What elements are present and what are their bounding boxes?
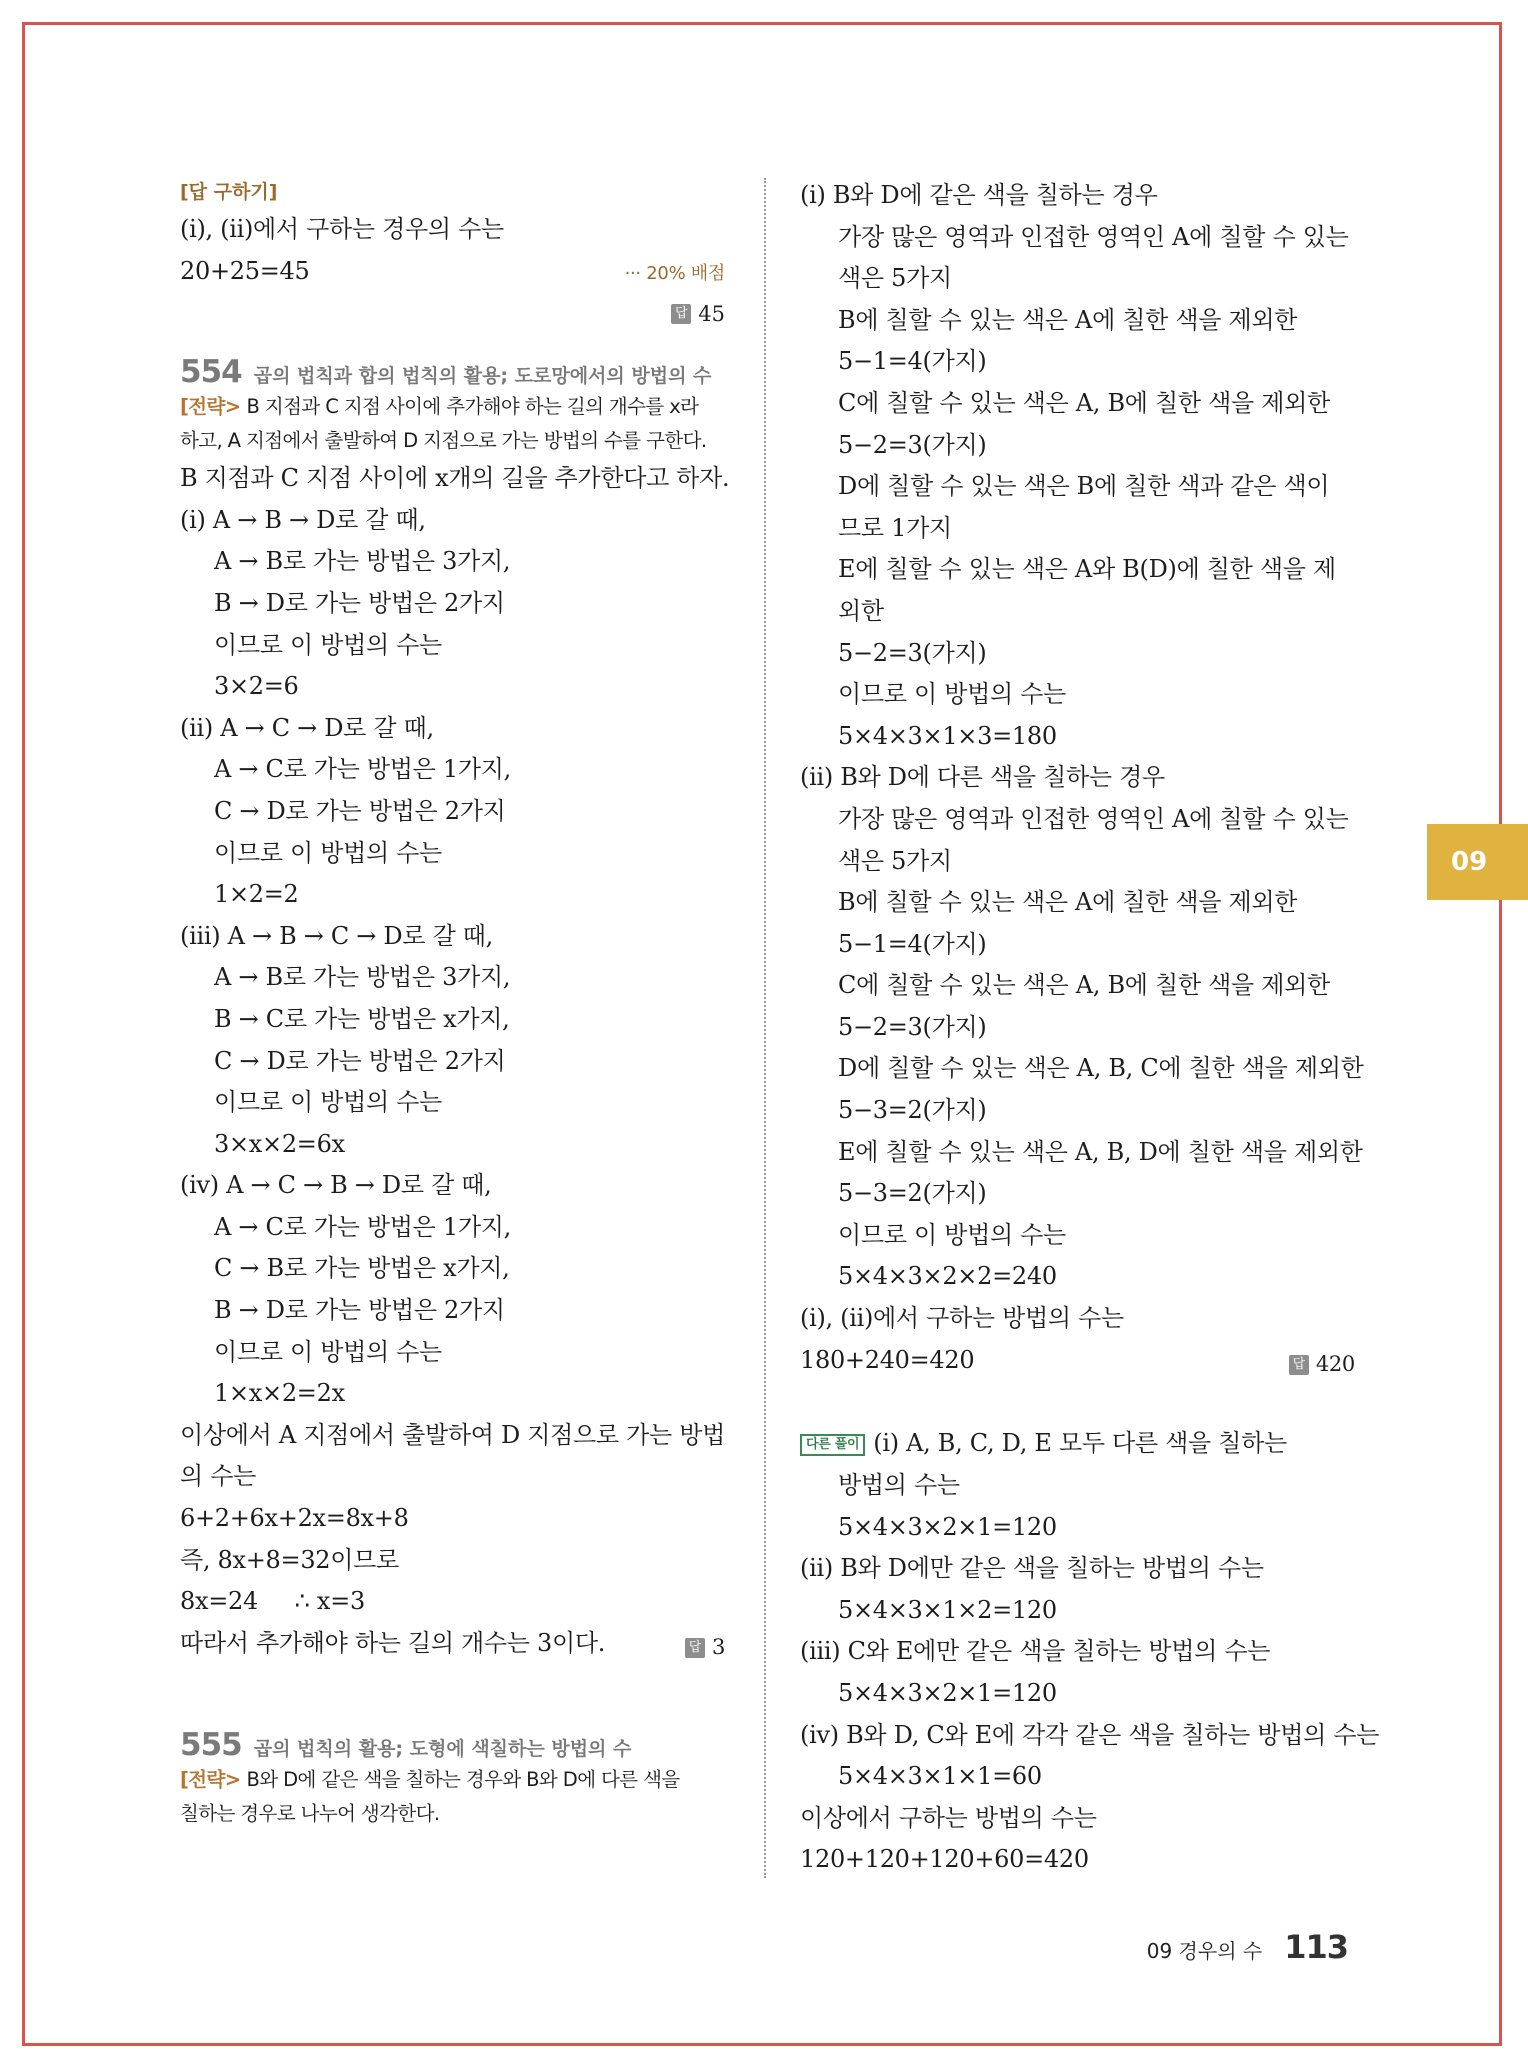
- solution-line: 이므로 이 방법의 수는: [214, 1337, 442, 1366]
- answer-420: [1289, 1344, 1355, 1386]
- solution-line: D에 칠할 수 있는 색은 A, B, C에 칠한 색을 제외한: [838, 1054, 1364, 1083]
- solution-line: 색은 5가지: [838, 846, 952, 875]
- right-column: [800, 175, 1380, 1881]
- solution-line: E에 칠할 수 있는 색은 A와 B(D)에 칠한 색을 제: [838, 555, 1336, 584]
- conclusion-row: [180, 1623, 725, 1669]
- solution-line: 5−3=2(가지): [838, 1096, 987, 1125]
- solution-line: 즉, 8x+8=32이므로: [180, 1545, 399, 1574]
- alt-solution-first-line: [800, 1423, 1355, 1465]
- footer-chapter-label: 09 경우의 수: [1146, 1939, 1263, 1963]
- solution-line: 5−3=2(가지): [838, 1179, 987, 1208]
- case-heading: (ii) A → C → D로 갈 때,: [180, 713, 434, 742]
- strategy-line: [180, 1763, 725, 1797]
- solution-line: 5−2=3(가지): [838, 1012, 987, 1041]
- solution-line: C → D로 가는 방법은 2가지: [214, 1046, 506, 1075]
- solution-line: 이상에서 A 지점에서 출발하여 D 지점으로 가는 방법: [180, 1420, 725, 1449]
- solution-line: B 지점과 C 지점 사이에 x개의 길을 추가한다고 하자.: [180, 464, 730, 493]
- strategy-tag: [전략>: [180, 395, 241, 419]
- solution-line: D에 칠할 수 있는 색은 B에 칠한 색과 같은 색이: [838, 472, 1330, 501]
- alt-line: (iv) B와 D, C와 E에 각각 같은 색을 칠하는 방법의 수는: [800, 1720, 1380, 1749]
- alt-line: (i) A, B, C, D, E 모두 다른 색을 칠하는: [873, 1429, 1287, 1458]
- solution-line: C → B로 가는 방법은 x가지,: [214, 1254, 510, 1283]
- solution-line: 므로 1가지: [838, 513, 952, 542]
- alt-line: 5×4×3×1×1=60: [838, 1762, 1042, 1791]
- answer-value: 45: [698, 302, 725, 327]
- alt-solution-tag: 다른 풀이: [800, 1434, 865, 1456]
- solution-line: 의 수는: [180, 1462, 256, 1491]
- problem-554-header: [180, 354, 725, 390]
- alt-line: 방법의 수는: [838, 1471, 960, 1500]
- solution-line: 3×2=6: [214, 672, 299, 701]
- strategy-line: 칠하는 경우로 나누어 생각한다.: [180, 1801, 440, 1825]
- solution-line: 색은 5가지: [838, 264, 952, 293]
- solution-line: B → D로 가는 방법은 2가지: [214, 588, 505, 617]
- case-heading: (iii) A → B → C → D로 갈 때,: [180, 921, 493, 950]
- solution-line: 3×x×2=6x: [214, 1129, 345, 1158]
- alt-line: 5×4×3×2×1=120: [838, 1678, 1057, 1707]
- problem-number: 554: [180, 354, 242, 391]
- final-row: [800, 1340, 1355, 1386]
- alt-line: 120+120+120+60=420: [800, 1845, 1089, 1874]
- sum-row: [180, 251, 725, 295]
- answer-45: [180, 294, 725, 334]
- alt-line: 5×4×3×2×1=120: [838, 1512, 1057, 1541]
- case-heading: (iv) A → C → B → D로 갈 때,: [180, 1171, 492, 1200]
- solution-line: B → C로 가는 방법은 x가지,: [214, 1004, 510, 1033]
- solution-line: 6+2+6x+2x=8x+8: [180, 1504, 409, 1533]
- alt-line: (ii) B와 D에만 같은 색을 칠하는 방법의 수는: [800, 1554, 1264, 1583]
- problem-title: 곱의 법칙의 활용; 도형에 색칠하는 방법의 수: [253, 1737, 632, 1760]
- solution-line: 1×x×2=2x: [214, 1379, 345, 1408]
- conclusion-line: 따라서 추가해야 하는 길의 개수는 3이다.: [180, 1628, 606, 1657]
- answer-icon: 답: [1289, 1355, 1309, 1375]
- answer-value: 3: [711, 1635, 725, 1660]
- strategy-text: B 지점과 C 지점 사이에 추가해야 하는 길의 개수를 x라: [246, 395, 699, 419]
- solution-line: 5×4×3×1×3=180: [838, 721, 1057, 750]
- solution-line: A → C로 가는 방법은 1가지,: [214, 1212, 511, 1241]
- answer-icon: 답: [671, 304, 691, 324]
- sum-line: 20+25=45: [180, 256, 310, 285]
- solution-line: 가장 많은 영역과 인접한 영역인 A에 칠할 수 있는: [838, 222, 1349, 251]
- solution-line: A → C로 가는 방법은 1가지,: [214, 755, 511, 784]
- solution-line: 이므로 이 방법의 수는: [838, 1220, 1066, 1249]
- solution-line: 1×2=2: [214, 880, 299, 909]
- solution-line: 5×4×3×2×2=240: [838, 1262, 1057, 1291]
- solution-line: 8x=24 ∴ x=3: [180, 1587, 365, 1616]
- score-note: ··· 20% 배점: [624, 262, 725, 284]
- problem-555-header: [180, 1727, 725, 1763]
- solution-line: E에 칠할 수 있는 색은 A, B, D에 칠한 색을 제외한: [838, 1137, 1363, 1166]
- solution-line: B → D로 가는 방법은 2가지: [214, 1296, 505, 1325]
- problem-title: 곱의 법칙과 합의 법칙의 활용; 도로망에서의 방법의 수: [253, 365, 712, 388]
- strategy-line: 하고, A 지점에서 출발하여 D 지점으로 가는 방법의 수를 구한다.: [180, 429, 707, 453]
- alt-line: 이상에서 구하는 방법의 수는: [800, 1803, 1097, 1832]
- strategy-text: B와 D에 같은 색을 칠하는 경우와 B와 D에 다른 색을: [246, 1767, 680, 1791]
- solution-line: 이므로 이 방법의 수는: [838, 680, 1066, 709]
- solution-line: A → B로 가는 방법은 3가지,: [214, 963, 511, 992]
- solution-line: B에 칠할 수 있는 색은 A에 칠한 색을 제외한: [838, 888, 1298, 917]
- solution-line: (i), (ii)에서 구하는 방법의 수는: [800, 1304, 1124, 1333]
- strategy-line: [180, 390, 725, 424]
- solution-line: 5−2=3(가지): [838, 638, 987, 667]
- case-heading: (i) B와 D에 같은 색을 칠하는 경우: [800, 181, 1158, 209]
- solution-line: C에 칠할 수 있는 색은 A, B에 칠한 색을 제외한: [838, 388, 1330, 417]
- solution-line: 5−2=3(가지): [838, 430, 987, 459]
- solution-line: A → B로 가는 방법은 3가지,: [214, 547, 511, 576]
- solution-line: 이므로 이 방법의 수는: [214, 630, 442, 659]
- alt-line: 5×4×3×1×2=120: [838, 1595, 1057, 1624]
- answer-icon: 답: [685, 1638, 705, 1658]
- answer-heading: [답 구하기]: [180, 181, 278, 203]
- left-column: [180, 175, 730, 1831]
- solution-line: C → D로 가는 방법은 2가지: [214, 796, 506, 825]
- solution-line: 5−1=4(가지): [838, 929, 987, 958]
- strategy-tag: [전략>: [180, 1767, 241, 1791]
- solution-line: 이므로 이 방법의 수는: [214, 1088, 442, 1117]
- chapter-tab: 09: [1427, 824, 1528, 900]
- solution-line: C에 칠할 수 있는 색은 A, B에 칠한 색을 제외한: [838, 971, 1330, 1000]
- problem-number: 555: [180, 1726, 242, 1763]
- page-number: 113: [1284, 1928, 1348, 1966]
- answer-value: 420: [1315, 1351, 1355, 1376]
- alt-line: (iii) C와 E에만 같은 색을 칠하는 방법의 수는: [800, 1637, 1271, 1666]
- solution-line: 외한: [838, 596, 884, 625]
- column-divider: [764, 178, 766, 1878]
- case-heading: (i) A → B → D로 갈 때,: [180, 505, 426, 534]
- page-footer: [1147, 1928, 1348, 1966]
- solution-line: B에 칠할 수 있는 색은 A에 칠한 색을 제외한: [838, 305, 1298, 334]
- case-heading: (ii) B와 D에 다른 색을 칠하는 경우: [800, 763, 1165, 792]
- solution-line: 5−1=4(가지): [838, 347, 987, 376]
- text-line: (i), (ii)에서 구하는 경우의 수는: [180, 215, 504, 243]
- answer-3: [685, 1627, 725, 1669]
- final-line: 180+240=420: [800, 1345, 975, 1374]
- solution-line: 가장 많은 영역과 인접한 영역인 A에 칠할 수 있는: [838, 804, 1349, 833]
- solution-line: 이므로 이 방법의 수는: [214, 838, 442, 867]
